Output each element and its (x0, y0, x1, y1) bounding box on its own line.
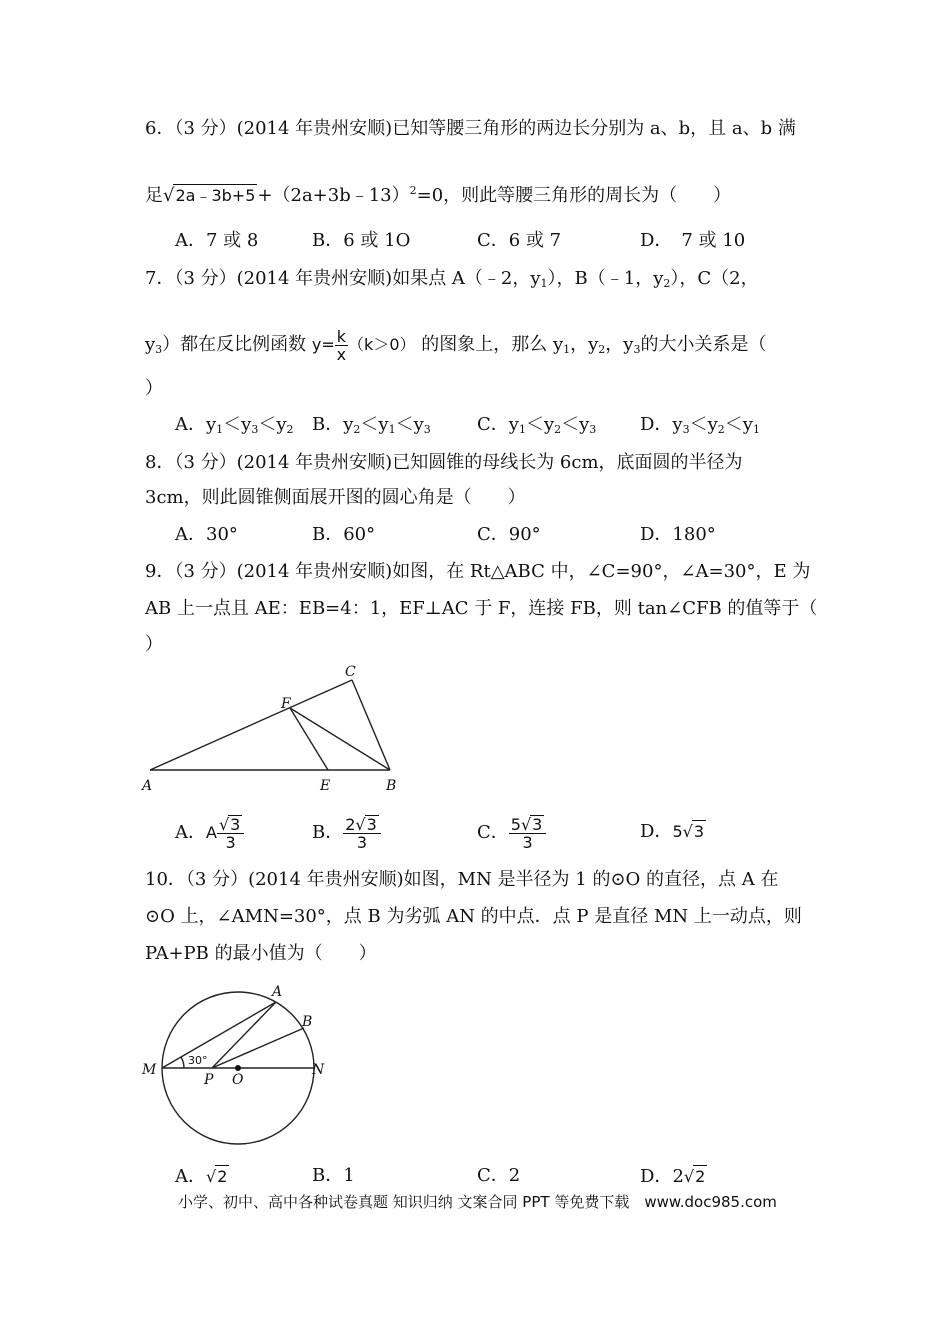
q10-option-d[interactable]: D．2√2 (640, 1166, 706, 1187)
q8-line2: 3cm，则此圆锥侧面展开图的圆心角是（ ） (145, 487, 526, 508)
angle-arc (181, 1057, 184, 1068)
q6-option-b[interactable]: B．6 或 1O (312, 230, 411, 251)
center-dot (235, 1065, 241, 1071)
q10-option-c[interactable]: C．2 (477, 1165, 521, 1186)
q7-line3: ） (145, 378, 163, 399)
footer-text: 小学、初中、高中各种试卷真题 知识归纳 文案合同 PPT 等免费下载 www.doc985.com (178, 1193, 777, 1211)
label-b: B (302, 1014, 313, 1030)
q6-option-c[interactable]: C．6 或 7 (477, 230, 562, 251)
q10-line2: ⊙O 上，∠AMN=30°，点 B 为劣弧 AN 的中点．点 P 是直径 MN 上一动点，则 (145, 906, 802, 927)
q9-line2: AB 上一点且 AE：EB=4：1，EF⊥AC 于 F，连接 FB，则 tan∠CFB 的值等于（ (145, 598, 818, 619)
segment-fe (290, 708, 328, 770)
q10-circle-figure (138, 978, 348, 1148)
q8-option-d[interactable]: D．180° (640, 524, 716, 545)
label-o: O (232, 1072, 244, 1088)
label-f: F (281, 696, 291, 712)
q9-option-d[interactable]: D．5√3 (640, 821, 705, 842)
q6-line2 (145, 180, 731, 207)
q6-option-a[interactable]: A．7 或 8 (175, 230, 259, 251)
q6-mid: +（2a+3b﹣13） (257, 185, 410, 206)
q9-line3: ） (145, 634, 163, 655)
q7-line2: $y_3$）都在反比例函数 y= $\frac{k}{x}$ （k＞0） 的图象上，那么 $y_1$，$y_2$，$y_3$的大小关系是（ (145, 327, 767, 364)
q6-exp: 2 (409, 184, 417, 197)
q8-option-a[interactable]: A．30° (175, 524, 238, 545)
q9-option-c[interactable]: C． $\frac{5√3}{3}$ (477, 815, 546, 851)
q7-function: y= $\frac{k}{x}$ （k＞0） (311, 327, 416, 364)
q10-line1: 10．（3 分）(2014 年贵州安顺)如图，MN 是半径为 1 的⊙O 的直径，点 A 在 (145, 869, 779, 890)
q7-option-c[interactable]: C．$y_1<y_2<y_3$ (477, 414, 597, 436)
q6-suffix: =0，则此等腰三角形的周长为（ ） (416, 185, 732, 206)
segment-ac (150, 680, 352, 770)
label-n: N (312, 1062, 325, 1078)
segment-pb (212, 1028, 304, 1068)
q9-triangle-figure (138, 660, 408, 800)
segment-fb (290, 708, 390, 770)
sqrt-symbol: √ (163, 185, 175, 206)
label-c: C (345, 664, 356, 680)
segment-cb (352, 680, 390, 770)
q9-option-a[interactable]: A．A $\frac{√3}{3}$ (175, 815, 244, 851)
q8-line1: 8．（3 分）(2014 年贵州安顺)已知圆锥的母线长为 6cm，底面圆的半径为 (145, 452, 743, 473)
label-e: E (320, 778, 331, 794)
q8-option-c[interactable]: C．90° (477, 524, 541, 545)
q9-line1: 9．（3 分）(2014 年贵州安顺)如图，在 Rt△ABC 中，∠C=90°，∠A=30°，E 为 (145, 561, 811, 582)
q6-radicand: 2a﹣3b+5 (175, 186, 256, 205)
label-m: M (142, 1062, 157, 1078)
q9-option-b[interactable]: B． $\frac{2√3}{3}$ (312, 815, 381, 851)
q6-line1: 6．（3 分）(2014 年贵州安顺)已知等腰三角形的两边长分别为 a、b，且 a、b 满 (145, 118, 796, 139)
q10-option-b[interactable]: B．1 (312, 1165, 355, 1186)
label-p: P (204, 1072, 214, 1088)
q7-option-d[interactable]: D．$y_3<y_2<y_1$ (640, 414, 760, 436)
segment-pa (212, 1002, 276, 1068)
q8-option-b[interactable]: B．60° (312, 524, 376, 545)
q6-option-d[interactable]: D． 7 或 10 (640, 230, 746, 251)
q10-option-a[interactable]: A．√2 (175, 1166, 228, 1187)
q10-line3: PA+PB 的最小值为（ ） (145, 943, 377, 964)
q7-option-b[interactable]: B．$y_2<y_1<y_3$ (312, 414, 431, 436)
q7-option-a[interactable]: A．$y_1<y_3<y_2$ (175, 414, 294, 436)
label-b: B (386, 778, 397, 794)
label-a: A (142, 778, 153, 794)
segment-ma (162, 1002, 276, 1068)
label-a: A (272, 984, 283, 1000)
angle-label: 30° (188, 1054, 208, 1067)
q7-line1: 7．（3 分）(2014 年贵州安顺)如果点 A（﹣2，$y_1$），B（﹣1，$y_2$），C（2， (145, 268, 759, 290)
q6-prefix: 足 (145, 185, 163, 206)
